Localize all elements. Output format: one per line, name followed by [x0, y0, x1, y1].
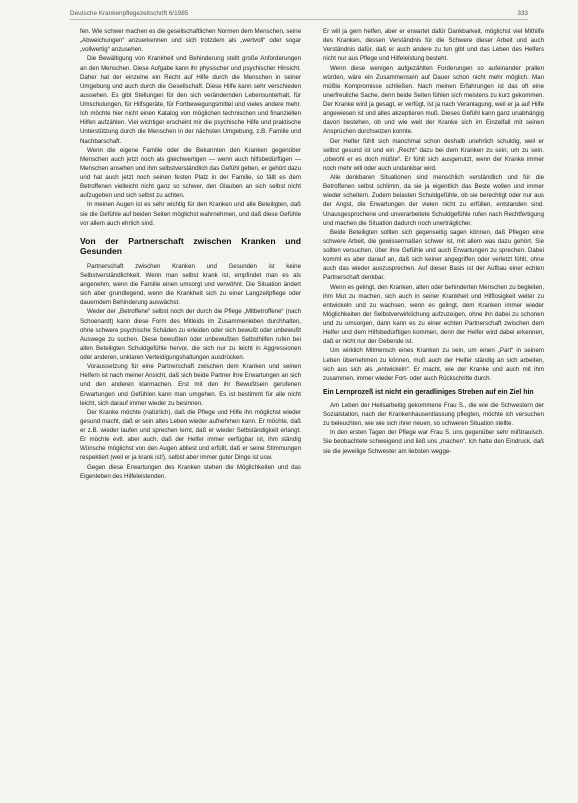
paragraph: fen. Wie schwer machen es die gesellschaftlichen Normen dem Menschen, seine „Abweichungen“ anzuerkennen und sich trotzdem als „wertvoll“ oder sogar „vollwertig“ anzusehen. — [80, 28, 301, 54]
paragraph: Wenn diese wenigen aufgezählten Forderungen so aufeinander prallen würden, wäre ein Zusammensein auf Dauer schon nicht mehr möglich. Man müßte Kompromisse schließen. Nach meinen Erfahrungen ist das oft eine unerfreuliche Sache, denn beide Seiten fühlen sich meistens zu kurz gekommen. Der Kranke wird ja gesagt, er verfügt, ist ja nach Veranlagung, weil er ja auf Hilfe angewiesen ist und alles akzeptieren muß. Dieses Gefühl kann ganz unabhängig davon bestehen, ob und wie weit der Kranke sich im Einzelfall mit seinen Ansprüchen durchsetzen konnte. — [323, 64, 544, 136]
paragraph: Um wirklich Mitmensch eines Kranken zu sein, um einen „Part“ in seinem Leben übernehmen zu können, muß auch der Helfer ständig an sich arbeiten, sich aus sich als „entwickeln“. Er macht, wie der Kranke und auch mit ihm zusammen, immer wieder Fort- oder auch Rückschritte durch. — [323, 347, 544, 382]
paragraph: Voraussetzung für eine Partnerschaft zwischen dem Kranken und seinen Helfern ist nach meiner Ansicht, daß sich beide Partner ihre Erwartungen an sich und den anderen klarmachen. Erst mit den ihr Bewußtsein gerufenen Erwartungen und Gefühlen kann man umgehen. Es ist bestimmt für alle nicht leicht, sich darauf immer wieder zu besinnen. — [80, 363, 301, 407]
paragraph: Der Helfer fühlt sich manchmal schon deshalb unehrlich schuldig, weil er selbst gesund ist und ein „Recht“ dazu bei dem Kranken zu sein, um zu sein. „obwohl er es doch müßte“. Er fühlt sich ausgenutzt, wenn der Kranke immer noch mehr will oder auch undankbar wird. — [323, 137, 544, 172]
paragraph: In den ersten Tagen der Pflege war Frau S. uns gegenüber sehr mißtrauisch. Sie beobachtete schweigend und ließ uns „machen“. Ich hatte den Eindruck, daß sie die jeweilige Schwester am liebsten wegge- — [323, 429, 544, 455]
journal-title: Deutsche Krankenpflegezeitschrift 6/1985 — [70, 10, 189, 17]
section-heading: Ein Lernprozeß ist nicht ein geradliniges Streben auf ein Ziel hin — [323, 388, 534, 396]
paragraph: Am Leben der Heilsarbeitig gekommene Frau S., die wie die Schwestern der Sozialstation, nach der Krankenhausentlassung pflegten, möchte ich versuchen zu beleuchten, wie wie sich ihrer neuen, so schweren Situation stellte. — [323, 401, 544, 428]
paragraph: Partnerschaft zwischen Kranken und Gesunden ist keine Selbstverständlichkeit. Wenn man selbst krank ist, empfindet man es als angenehm, wenn die Familie einen umsorgt und verwöhnt. Die Situation ändert sich aber grundlegend, wenn die Krankheit sich zu einer Langzeitpflege oder dauerndem Behinderung auswächst. — [80, 262, 301, 307]
paragraph: In meinen Augen ist es sehr wichtig für den Kranken und alle Beteiligten, daß sie die Gefühle auf beiden Seiten möglichst wahrnehmen, und daß diese Gefühle vor allem auch ehrlich sind. — [80, 201, 301, 227]
paragraph: Beide Beteiligten sollten sich gegenseitig sagen können, daß Pflegen eine schwere Arbeit, die gewissermaßen schwer ist, mit allem was dazu gehört. Sie sollten versuchen, über ihre Gefühle und auch Erwartungen zu sprechen. Dabei kommt es aber darauf an, daß sich keiner angegriffen oder verletzt fühlt, ohne auch das wieder auszusprechen. Auf dieser Basis ist der Aufbau einer echten Partnerschaft denkbar. — [323, 228, 544, 282]
left-column — [80, 27, 301, 481]
paragraph: Wenn es gelingt, den Kranken, alten oder behinderten Menschen zu begleiten, ihm Mut zu machen, sich auch in seiner Krankheit und Hilflosigkeit weiter zu entwickeln und zu wachsen, wenn es gelingt, dem Kranken immer wieder Möglichkeiten der Selbstverwirklichung aufzuzeigen, ohne ihn dabei zu schonen und zu umsorgen, dann kann es zu einer echten Partnerschaft zwischen dem Helfer und dem Hilfsbedürftigen kommen, denn der Helfer wird dabei erkennen, daß er nicht nur der Gebende ist. — [323, 283, 544, 346]
paragraph: Weder der „Betroffene“ selbst noch der durch die Pflege „Mitbetroffene“ (nach Schoenardt) kann diese Form des Mitleids im Zusammenleben durchhalten, ohne schwere psychische Schäden zu erleiden oder sich bewußt oder unbewußt Auswege zu suchen. Diese bewußten oder unbewußten Selbsthilfen rufen bei allen Beteiligten Schuldgefühle hervor, die sich nur zu leicht in Aggressionen oder anderen, unklaren Verteidigungshaltungen ausdrücken. — [80, 308, 301, 361]
page-number: 333 — [517, 10, 528, 17]
paragraph: Der Kranke möchte (natürlich), daß die Pflege und Hilfe ihn möglichst wieder gesund macht, daß er sein altes Leben wieder aufnehmen kann. Er möchte, daß er z.B. wieder laufen und sprechen lernt, daß er wieder Selbständigkeit erlangt. Er möchte evtl. aber auch, daß der Helfer immer verfügbar ist, ihm ständig Wünsche möglichst von den Augen abliest und erfüllt, daß er seine Stimmungen respektiert (weil er ja krank ist!), selbst aber immer guter Dinge ist usw. — [80, 408, 301, 462]
section-heading: Von der Partnerschaft zwischen Kranken und Gesunden — [80, 235, 301, 256]
paragraph: Die Bewältigung von Krankheit und Behinderung stellt große Anforderungen an den Menschen. Diese Aufgabe kann ihr physischer und psychischer Hinsicht. Daher hat der einzelne ein Recht auf Hilfe durch die Menschen in seiner Umgebung und auch durch die Gesellschaft. Diese Hilfe kann sehr verschieden aussehen. Es gibt Stellungen für den sich verändernden Lebensunterhalt, für Umschulungen, für Hilfsgeräte, für Fortbewegungsmittel und vieles andere mehr. Ich möchte hier nicht einen Katalog von möglichen technischen und finanziellen Hilfen aufzählen. Viel wichtiger erscheint mir die psychische Hilfe und praktische Unterstützung durch die Menschen in der nächsten Umgebung, z.B. Familie und Nachbarschaft. — [80, 55, 301, 145]
paragraph: Wenn die eigene Familie oder die Bekannten den Kranken gegenüber Menschen auch jetzt noch als gleichwertigen — wenn auch hilfsbedürftigen — Menschen ansehen und ihm selbstverständlich das Gefühl geben, er gehört dazu und hat auch jetzt noch seinen festen Platz in der Familie, so fällt es dem Betroffenen vielleicht nicht ganz so schwer, den Glauben an sich selbst nicht aufzugeben und sich selbst zu achten. — [80, 146, 301, 200]
right-column — [323, 27, 544, 456]
paragraph: Alle denkbaren Situationen sind menschlich verständlich und für die Betroffenen selbst schlimm, da sie ja eigentlich das Beste wollen und immer wieder scheitern. Zudem belasten Schuldgefühle, ob sie berechtigt oder nur aus der Angst, die Erwartungen der vielen nicht zu erfüllen, entstanden sind. Unausgesprochene und unverarbeitete Schuldgefühle rufen nach Rechtfertigung und machen die Situation dadurch noch unerträglicher. — [323, 174, 544, 227]
paragraph: Er will ja gern helfen, aber er erwartet dafür Dankbarkeit, möglichst viel Mithilfe des Kranken, dessen Verständnis für die Schwere dieser Arbeit und auch Verständnis dafür, daß er auch andere zu tun gibt und das Leben des Helfers nicht nur aus Pflege und Hilfeleistung besteht. — [323, 28, 544, 63]
paragraph: Gegen diese Erwartungen des Kranken stehen die Möglichkeiten und das Eigenleben des Hilfeleistenden. — [80, 463, 301, 480]
running-header — [70, 10, 528, 20]
